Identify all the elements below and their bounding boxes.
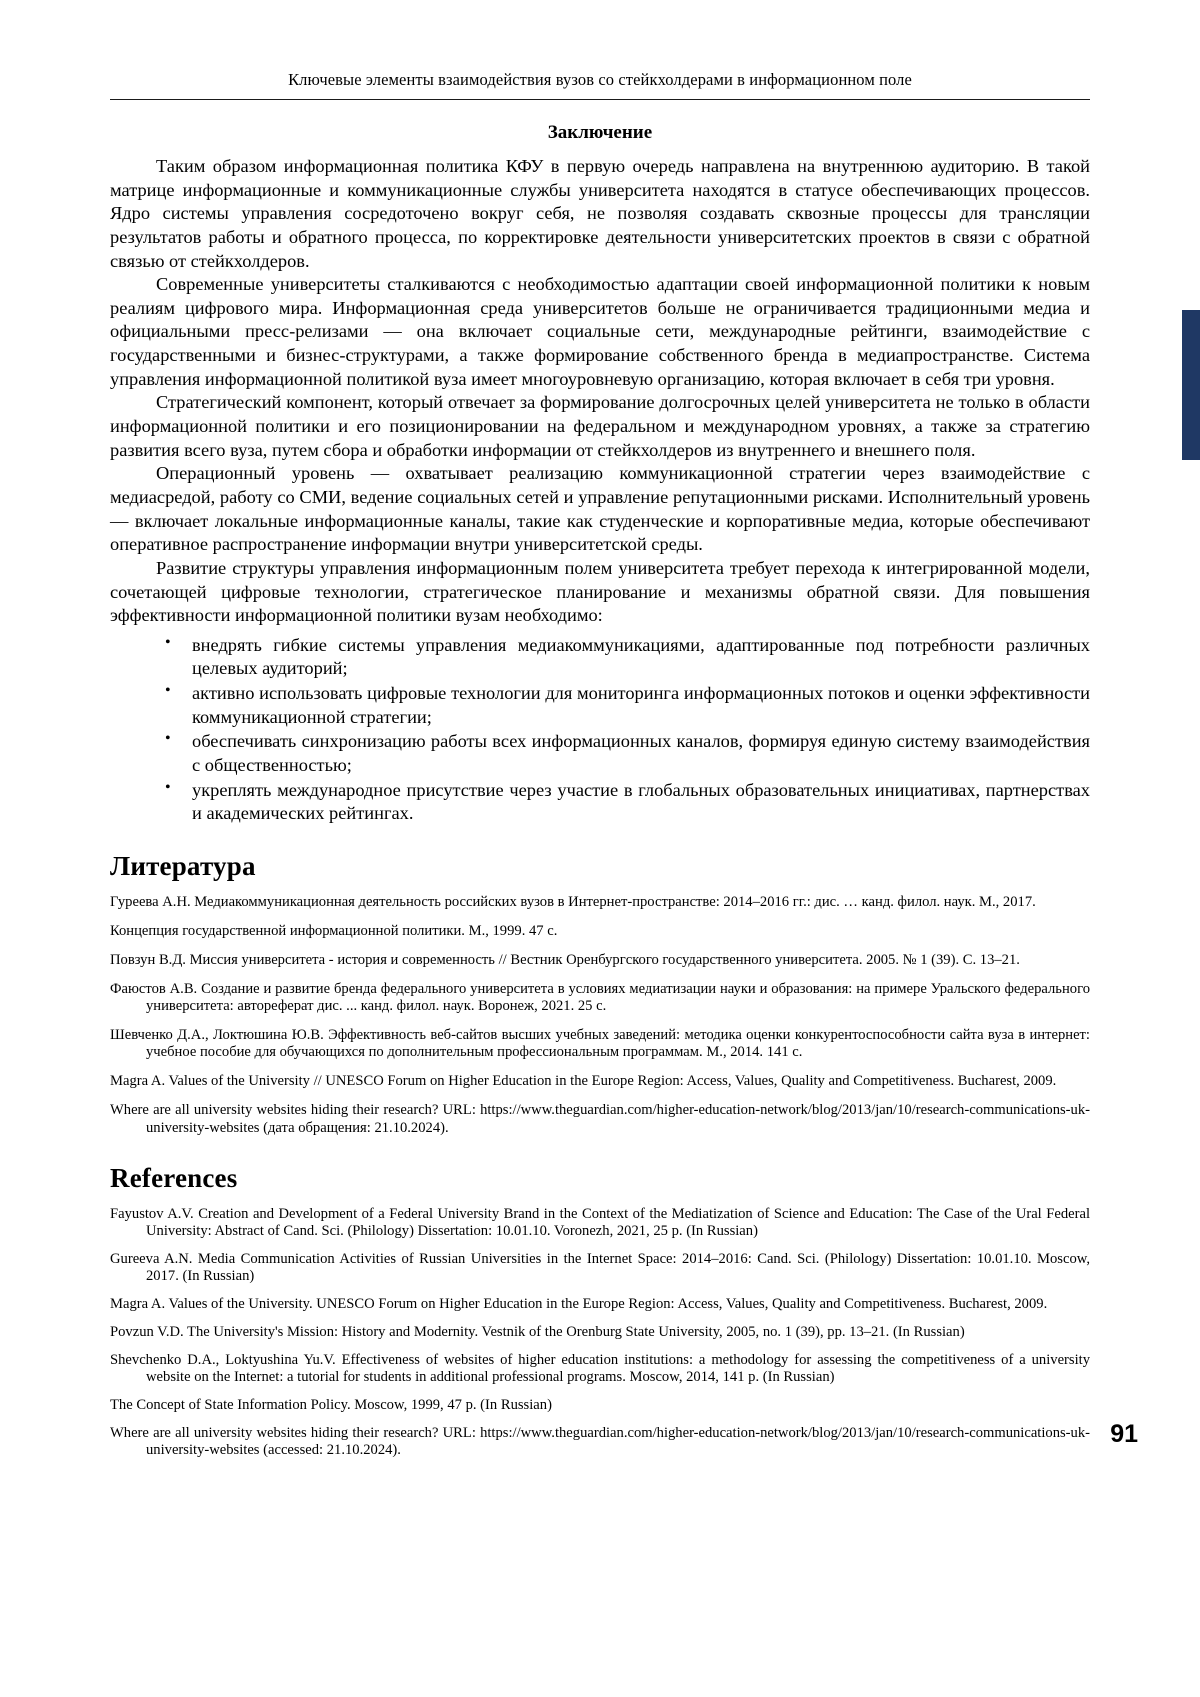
conclusion-paragraph: Стратегический компонент, который отвечает за формирование долгосрочных целей университета не только в области информационной политики и его позиционировании на федеральном и международном уровнях, а также за стратегию развития всего вуза, путем сбора и обработки информации от стейкхолдеров из внутреннего и внешнего поля. [110,392,1090,460]
page-number: 91 [1110,1420,1138,1448]
reference-item: Fayustov A.V. Creation and Development of a Federal University Brand in the Context of the Mediatization of Science and Education: The Case of the Ural Federal University: Abstract of Cand. Sci. (Philology) Dissertation: 10.01.10. Voronezh, 2021, 25 p. (In Russian) [110,1205,1090,1239]
page-content [110,70,1090,1470]
list-item: • обеспечивать синхронизацию работы всех информационных каналов, формируя единую систему взаимодействия с общественностью; [110,730,1090,777]
heading-references: References [110,1162,238,1193]
reference-item: Shevchenko D.A., Loktyushina Yu.V. Effectiveness of websites of higher education institutions: a methodology for assessing the competitiveness of a university website on the Internet: a tutorial for students in additional professional programs. Moscow, 2014, 141 p. (In Russian) [110,1351,1090,1385]
reference-item[interactable]: Where are all university websites hiding their research? URL: https://www.theguardian.com/higher-education-network/blog/2013/jan/10/research-communications-uk-university-websites (дата обращения: 21.10.2024). [110,1102,1090,1136]
running-head: Ключевые элементы взаимодействия вузов со стейкхолдерами в информационном поле [288,70,912,89]
header-rule [110,99,1090,100]
reference-item[interactable]: Where are all university websites hiding their research? URL: https://www.theguardian.com/higher-education-network/blog/2013/jan/10/research-communications-uk-university-websites (accessed: 21.10.2024). [110,1425,1090,1459]
conclusion-paragraph: Таким образом информационная политика КФУ в первую очередь направлена на внутреннюю аудиторию. В такой матрице информационные и коммуникационные службы университета находятся в статусе обеспечивающих процессов. Ядро системы управления сосредоточено вокруг себя, не позволяя создавать сквозные процессы для трансляции результатов работы и обратного процесса, по корректировке деятельности университетских проектов в связи с обратной связью от стейкхолдеров. [110,156,1090,271]
reference-item: Повзун В.Д. Миссия университета - история и современность // Вестник Оренбургского государственного университета. 2005. № 1 (39). С. 13–21. [110,952,1020,969]
reference-item: Gureeva A.N. Media Communication Activities of Russian Universities in the Internet Space: 2014–2016: Cand. Sci. (Philology) Dissertation: 10.01.10. Moscow, 2017. (In Russian) [110,1250,1090,1284]
reference-item: The Concept of State Information Policy. Moscow, 1999, 47 p. (In Russian) [110,1397,552,1414]
reference-item: Шевченко Д.А., Локтюшина Ю.В. Эффективность веб-сайтов высших учебных заведений: методика оценки конкурентоспособности сайта вуза в интернет: учебное пособие для обучающихся по дополнительным профессиональным программам. М., 2014. 141 с. [110,1027,1090,1061]
section-title-conclusion: Заключение [547,122,653,143]
conclusion-paragraph: Операционный уровень — охватывает реализацию коммуникационной стратегии через взаимодействие с медиасредой, работу со СМИ, ведение социальных сетей и управление репутационными рисками. Исполнительный уровень — включает локальные информационные каналы, такие как студенческие и корпоративные медиа, которые обеспечивают оперативное распространение информации внутри университетской среды. [110,463,1090,555]
reference-item: Magra A. Values of the University // UNESCO Forum on Higher Education in the Europe Region: Access, Values, Quality and Competitiveness. Bucharest, 2009. [110,1073,1057,1090]
reference-item: Концепция государственной информационной политики. М., 1999. 47 с. [110,923,558,939]
list-item: • внедрять гибкие системы управления медиакоммуникациями, адаптированные под потребности различных целевых аудиторий; [110,634,1090,681]
reference-item: Povzun V.D. The University's Mission: History and Modernity. Vestnik of the Orenburg State University, 2005, no. 1 (39), pp. 13–21. (In Russian) [110,1323,965,1340]
reference-item: Magra A. Values of the University. UNESCO Forum on Higher Education in the Europe Region: Access, Values, Quality and Competitiveness. Bucharest, 2009. [110,1295,1048,1312]
list-item: • укреплять международное присутствие через участие в глобальных образовательных инициативах, партнерствах и академических рейтингах. [110,779,1090,826]
list-item: • активно использовать цифровые технологии для мониторинга информационных потоков и оценки эффективности коммуникационной стратегии; [110,682,1090,729]
recommendations-list [110,634,1090,826]
conclusion-paragraph: Развитие структуры управления информационным полем университета требует перехода к интегрированной модели, сочетающей цифровые технологии, стратегическое планирование и механизмы обратной связи. Для повышения эффективности информационной политики вузам необходимо: [110,557,1090,626]
page-edge-marker [1182,310,1200,460]
heading-literature: Литература [110,850,256,881]
reference-item: Гуреева А.Н. Медиакоммуникационная деятельность российских вузов в Интернет-пространстве: 2014–2016 гг.: дис. … канд. филол. наук. М., 2017. [110,893,1036,910]
conclusion-paragraph: Современные университеты сталкиваются с необходимостью адаптации своей информационной политики к новым реалиям цифрового мира. Информационная среда университетов больше не ограничивается традиционными медиа и официальными пресс-релизами — она включает социальные сети, международные рейтинги, взаимодействие с государственными и бизнес-структурами, а также формирование собственного бренда в медиапространстве. Система управления информационной политикой вуза имеет многоуровневую организацию, которая включает в себя три уровня. [110,274,1090,389]
reference-item: Фаюстов А.В. Создание и развитие бренда федерального университета в условиях медиатизации науки и образования: на примере Уральского федерального университета: автореферат дис. ... канд. филол. наук. Воронеж, 2021. 25 с. [110,981,1090,1015]
